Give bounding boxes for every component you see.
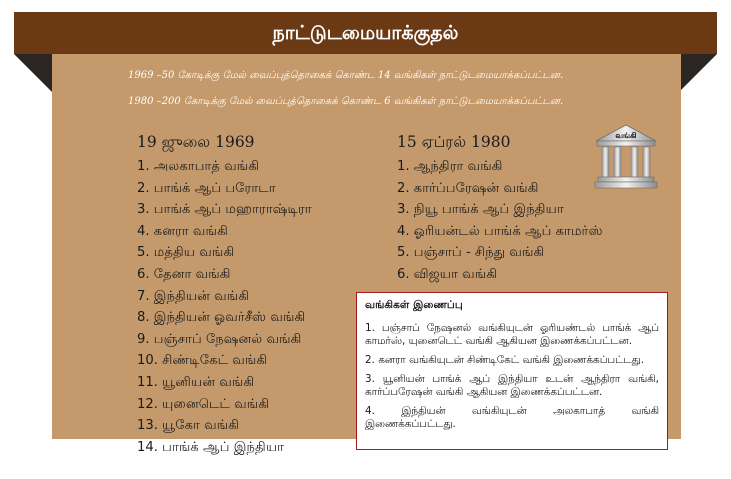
list-item: 9. பஞ்சாப் நேஷனல் வங்கி bbox=[137, 331, 302, 347]
note-1969: 1969 –50 கோடிக்கு மேல் வைப்புத்தொகைக் கொண்ட 14 வங்கிகள் நாட்டுடமையாக்கப்பட்டன. bbox=[128, 70, 564, 81]
list-item: 10. சிண்டிகேட் வங்கி bbox=[137, 353, 268, 369]
merger-title: வங்கிகள் இணைப்பு bbox=[365, 299, 463, 311]
merger-box bbox=[356, 292, 668, 450]
list-1969 bbox=[137, 132, 312, 458]
list-item: 1. அலகாபாத் வங்கி bbox=[137, 159, 260, 174]
list-item: 4. கனரா வங்கி bbox=[137, 223, 228, 239]
list-item: 8. இந்தியன் ஓவர்சீஸ் வங்கி bbox=[137, 310, 306, 326]
merger-item: 3. யூனியன் பாங்க் ஆப் இந்தியா உடன் ஆந்திரா வங்கி, கார்ப்பரேஷன் வங்கி ஆகியன இணைக்கப்பட்டன. bbox=[365, 373, 659, 398]
list-item: 11. யூனியன் வங்கி bbox=[137, 374, 255, 390]
list-item: 1. ஆந்திரா வங்கி bbox=[397, 159, 503, 174]
list-item: 13. யூகோ வங்கி bbox=[137, 418, 240, 434]
list-item: 4. ஓரியன்டல் பாங்க் ஆப் காமர்ஸ் bbox=[397, 223, 603, 239]
merger-item: 4. இந்தியன் வங்கியுடன் அலகாபாத் வங்கி இணைக்கப்பட்டது. bbox=[365, 405, 659, 430]
merger-item: 2. கனரா வங்கியுடன் சிண்டிகேட் வங்கி இணைக்கப்பட்டது. bbox=[365, 354, 645, 366]
list-item: 6. விஜயா வங்கி bbox=[397, 266, 498, 282]
list-item: 2. பாங்க் ஆப் பரோடா bbox=[137, 180, 276, 196]
banner-fold-left bbox=[14, 54, 52, 92]
list-item: 12. யுனைடெட் வங்கி bbox=[137, 396, 270, 412]
page-title: நாட்டுடமையாக்குதல் bbox=[14, 12, 717, 54]
list-item: 5. மத்திய வங்கி bbox=[137, 245, 235, 261]
bank-building-icon bbox=[594, 123, 658, 189]
list-item: 3. பாங்க் ஆப் மஹாராஷ்டிரா bbox=[137, 202, 312, 218]
list-1980 bbox=[397, 132, 603, 286]
list-1980-heading: 15 ஏப்ரல் 1980 bbox=[397, 133, 511, 151]
merger-item: 1. பஞ்சாப் நேஷனல் வங்கியுடன் ஓரியண்டல் பாங்க் ஆப் காமர்ஸ், யுனைடெட் வங்கி ஆகியன இணைக்கப்பட்டன. bbox=[365, 322, 659, 347]
list-item: 3. நியூ பாங்க் ஆப் இந்தியா bbox=[397, 202, 564, 218]
bank-icon-label: வங்கி bbox=[615, 131, 637, 140]
note-1980: 1980 –200 கோடிக்கு மேல் வைப்புத்தொகைக் கொண்ட 6 வங்கிகள் நாட்டுடமையாக்கப்பட்டன. bbox=[128, 96, 564, 107]
list-item: 5. பஞ்சாப் - சிந்து வங்கி bbox=[397, 245, 545, 261]
banner-fold-right bbox=[679, 54, 717, 92]
list-item: 14. பாங்க் ஆப் இந்தியா bbox=[137, 439, 285, 455]
list-item: 7. இந்தியன் வங்கி bbox=[137, 288, 250, 304]
list-item: 6. தேனா வங்கி bbox=[137, 266, 231, 282]
list-1969-heading: 19 ஜுலை 1969 bbox=[137, 133, 255, 151]
list-item: 2. கார்ப்பரேஷன் வங்கி bbox=[397, 180, 539, 196]
